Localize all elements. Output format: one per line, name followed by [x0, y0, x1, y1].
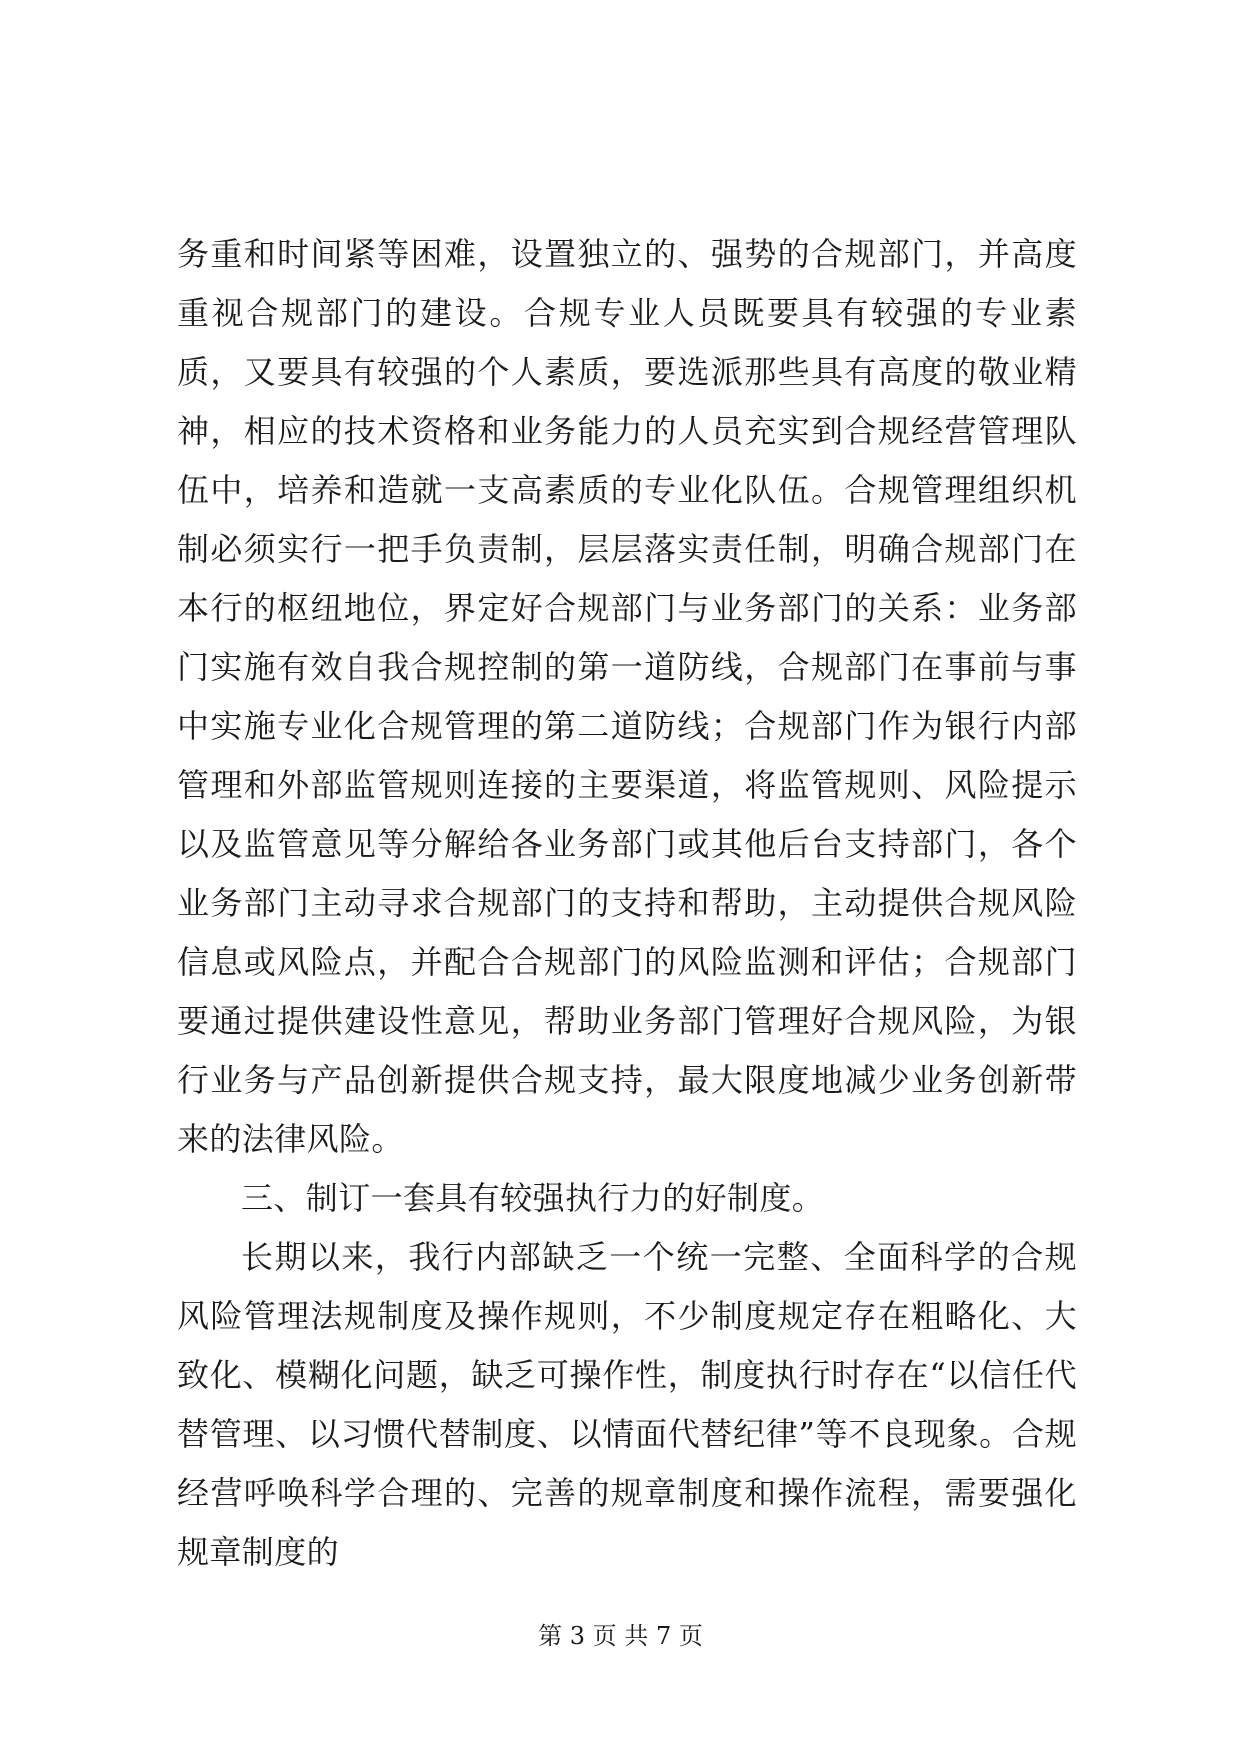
paragraph-body: 长期以来，我行内部缺乏一个统一完整、全面科学的合规风险管理法规制度及操作规则，不少制度规定存在粗略化、大致化、模糊化问题，缺乏可操作性，制度执行时存在“以信任代替管理、以习惯代替制度、以情面代替纪律”等不良现象。合规经营呼唤科学合理的、完善的规章制度和操作流程，需要强化规章制度的	[177, 1238, 1077, 1571]
page-number-footer: 第 3 页 共 7 页	[538, 1622, 703, 1650]
paragraph-continuation: 务重和时间紧等困难，设置独立的、强势的合规部门，并高度重视合规部门的建设。合规专业人员既要具有较强的专业素质，又要具有较强的个人素质，要选派那些具有高度的敬业精神，相应的技术资格和业务能力的人员充实到合规经营管理队伍中，培养和造就一支高素质的专业化队伍。合规管理组织机制必须实行一把手负责制，层层落实责任制，明确合规部门在本行的枢纽地位，界定好合规部门与业务部门的关系：业务部门实施有效自我合规控制的第一道防线，合规部门在事前与事中实施专业化合规管理的第二道防线；合规部门作为银行内部管理和外部监管规则连接的主要渠道，将监管规则、风险提示以及监管意见等分解给各业务部门或其他后台支持部门，各个业务部门主动寻求合规部门的支持和帮助，主动提供合规风险信息或风险点，并配合合规部门的风险监测和评估；合规部门要通过提供建设性意见，帮助业务部门管理好合规风险，为银行业务与产品创新提供合规支持，最大限度地减少业务创新带来的法律风险。	[177, 235, 1077, 1158]
section-heading: 三、制订一套具有较强执行力的好制度。	[241, 1179, 825, 1217]
document-body	[177, 225, 1077, 1582]
